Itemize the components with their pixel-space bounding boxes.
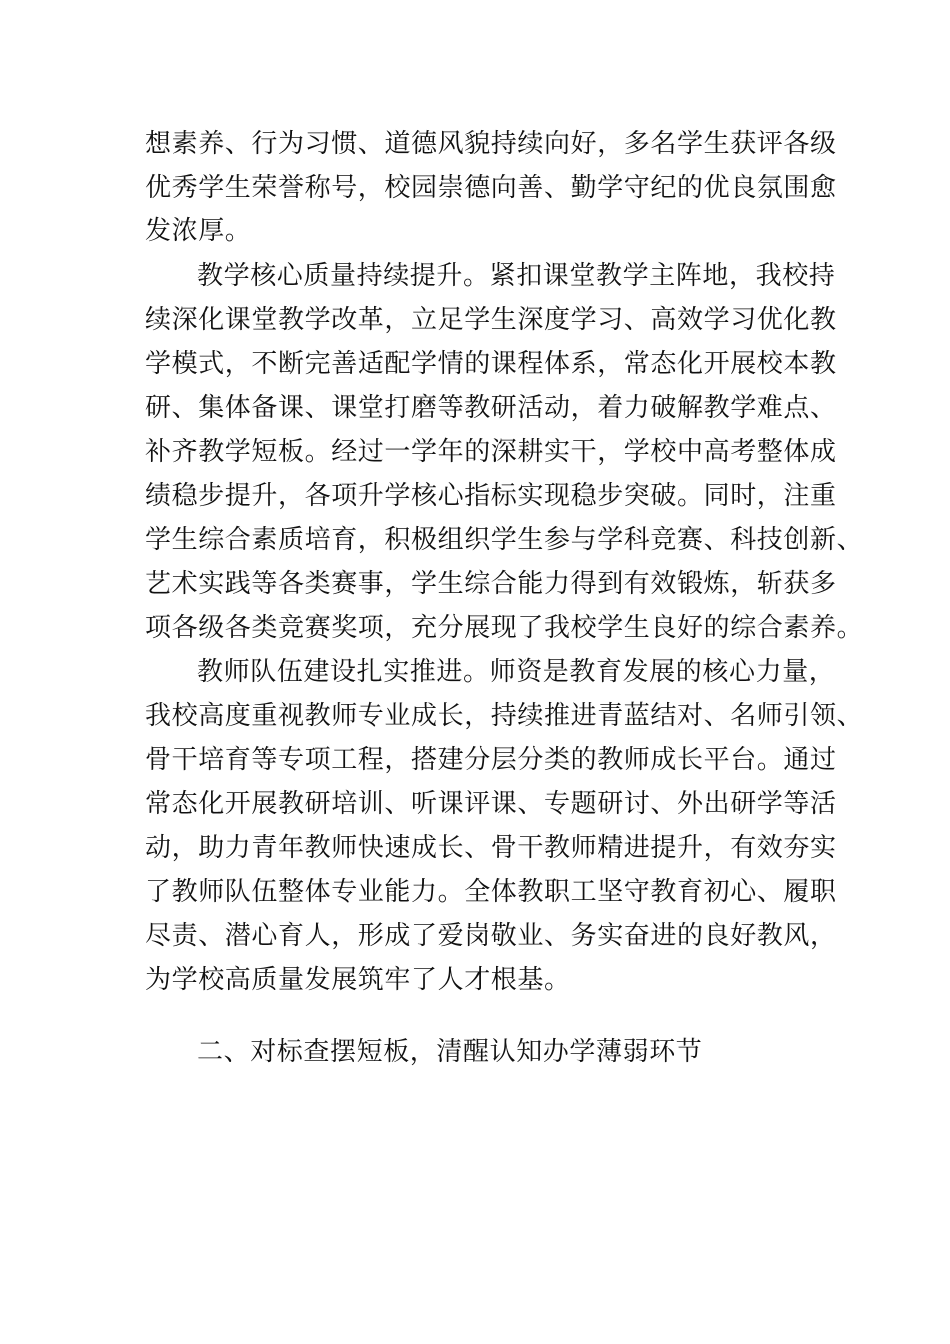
paragraph-line: 学模式，不断完善适配学情的课程体系，常态化开展校本教: [145, 349, 837, 379]
paragraph-line: 项各级各类竞赛奖项，充分展现了我校学生良好的综合素养。: [145, 613, 864, 643]
section-heading: 二、对标查摆短板，清醒认知办学薄弱环节: [197, 1037, 703, 1067]
paragraph-line: 学生综合素质培育，积极组织学生参与学科竞赛、科技创新、: [145, 525, 864, 555]
paragraph-line: 绩稳步提升，各项升学核心指标实现稳步突破。同时，注重: [145, 481, 837, 511]
paragraph-line: 补齐教学短板。经过一学年的深耕实干，学校中高考整体成: [145, 437, 837, 467]
paragraph-line: 教师队伍建设扎实推进。师资是教育发展的核心力量，: [197, 657, 836, 687]
paragraph-line: 动，助力青年教师快速成长、骨干教师精进提升，有效夯实: [145, 833, 837, 863]
paragraph-line: 想素养、行为习惯、道德风貌持续向好，多名学生获评各级: [145, 129, 837, 159]
paragraph-line: 我校高度重视教师专业成长，持续推进青蓝结对、名师引领、: [145, 701, 864, 731]
paragraph-line: 教学核心质量持续提升。紧扣课堂教学主阵地，我校持: [197, 261, 836, 291]
paragraph-line: 发浓厚。: [145, 216, 252, 246]
paragraph-line: 尽责、潜心育人，形成了爱岗敬业、务实奋进的良好教风，: [145, 921, 837, 951]
paragraph-line: 为学校高质量发展筑牢了人才根基。: [145, 965, 571, 995]
paragraph-line: 艺术实践等各类赛事，学生综合能力得到有效锻炼，斩获多: [145, 569, 837, 599]
paragraph-line: 研、集体备课、课堂打磨等教研活动，着力破解教学难点、: [145, 393, 837, 423]
paragraph-line: 骨干培育等专项工程，搭建分层分类的教师成长平台。通过: [145, 745, 837, 775]
paragraph-line: 续深化课堂教学改革，立足学生深度学习、高效学习优化教: [145, 305, 837, 335]
paragraph-line: 了教师队伍整体专业能力。全体教职工坚守教育初心、履职: [145, 877, 837, 907]
paragraph-line: 优秀学生荣誉称号，校园崇德向善、勤学守纪的优良氛围愈: [145, 173, 837, 203]
paragraph-line: 常态化开展教研培训、听课评课、专题研讨、外出研学等活: [145, 789, 837, 819]
